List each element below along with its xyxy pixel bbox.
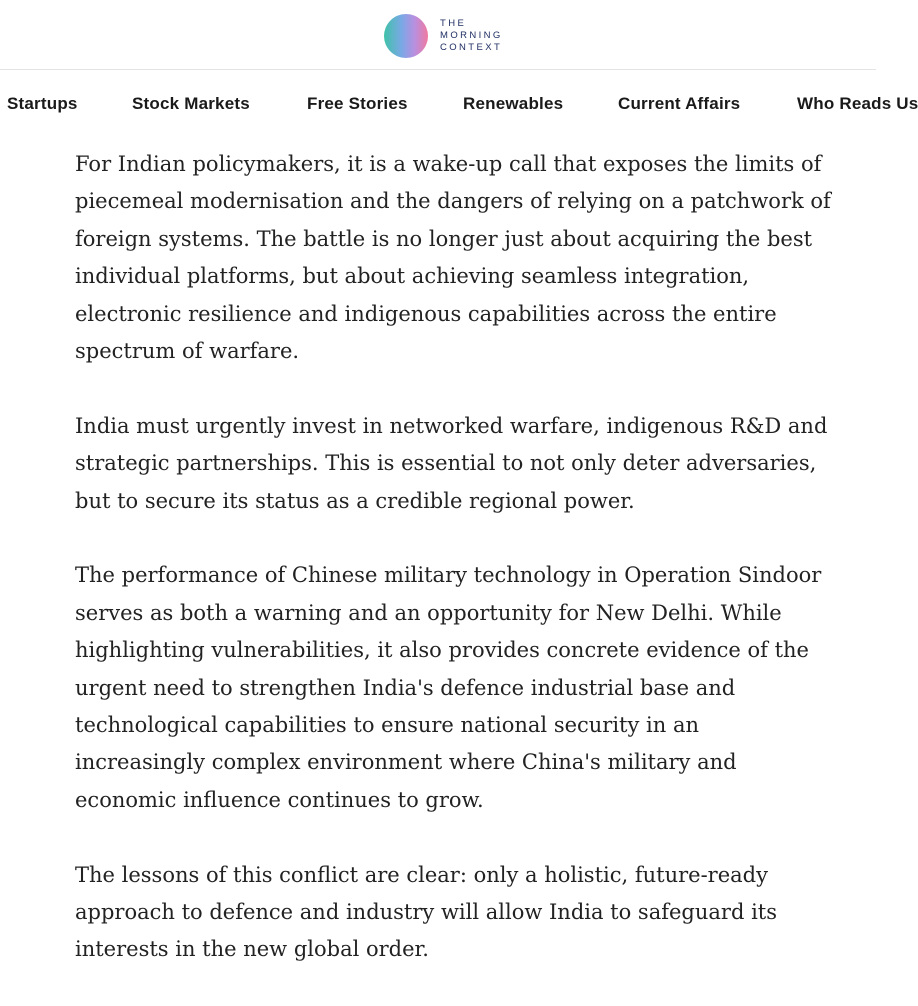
article-paragraph: For Indian policymakers, it is a wake-up call that exposes the limits of piecemeal modernisation and the dangers of relying on a patchwork of foreign systems. The battle is no longer just about acquiring the best individual platforms, but about achieving seamless integration, electronic resilience and indigenous capabilities across the entire spectrum of warfare. xyxy=(75,152,831,364)
article-body xyxy=(75,146,835,1006)
logo-line-2: MORNING xyxy=(440,30,503,41)
nav-item-startups[interactable]: Startups xyxy=(7,94,78,113)
nav-item-current-affairs[interactable]: Current Affairs xyxy=(618,94,741,113)
article-paragraph: India must urgently invest in networked warfare, indigenous R&D and strategic partnerships. This is essential to not only deter adversaries, but to secure its status as a credible regional power. xyxy=(75,413,828,513)
category-nav xyxy=(0,70,918,138)
article-paragraph: The lessons of this conflict are clear: only a holistic, future-ready approach to defence and industry will allow India to safeguard its interests in the new global order. xyxy=(75,862,778,962)
nav-item-who-reads-us[interactable]: Who Reads Us xyxy=(797,94,918,113)
nav-item-free-stories[interactable]: Free Stories xyxy=(307,94,408,113)
article-paragraph: The performance of Chinese military technology in Operation Sindoor serves as both a warning and an opportunity for New Delhi. While highlighting vulnerabilities, it also provides concrete evidence of the urgent need to strengthen India's defence industrial base and technological capabilities to ensure national security in an increasingly complex environment where China's military and economic influence continues to grow. xyxy=(75,563,822,812)
logo-gradient-circle-icon xyxy=(384,14,428,58)
logo-wordmark xyxy=(440,18,503,54)
logo-line-3: CONTEXT xyxy=(440,42,503,53)
site-header xyxy=(0,0,876,70)
nav-item-renewables[interactable]: Renewables xyxy=(463,94,564,113)
site-logo[interactable] xyxy=(384,14,503,58)
nav-item-stock-markets[interactable]: Stock Markets xyxy=(132,94,250,113)
logo-line-1: THE xyxy=(440,18,467,29)
